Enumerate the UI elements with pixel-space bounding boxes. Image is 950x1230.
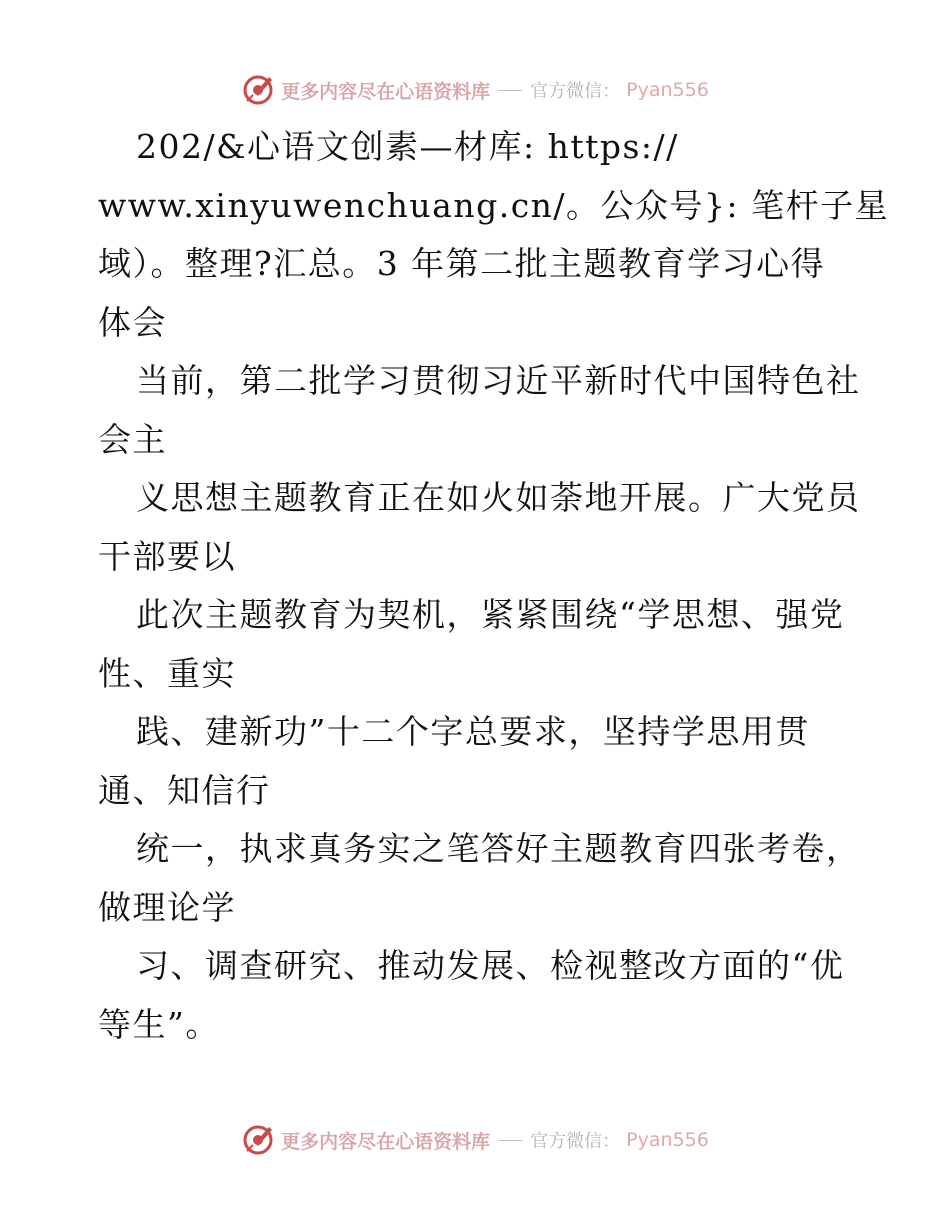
body-line: 202/&心语文创素—材库: https:// [136, 127, 679, 166]
watermark-main-text: 更多内容尽在心语资料库 [281, 1130, 491, 1153]
body-line: 此次主题教育为契机，紧紧围绕“学思想、强党 [136, 595, 845, 634]
body-line: 践、建新功”十二个字总要求，坚持学思用贯 [136, 712, 810, 751]
body-line: 性、重实 [98, 653, 236, 693]
body-line: 当前，第二批学习贯彻习近平新时代中国特色社 [136, 361, 861, 400]
body-line: www.xinyuwenchuang.cn/。公众号}: 笔杆子星 [98, 185, 890, 225]
footer-watermark [0, 1120, 950, 1160]
body-line: 统一，执求真务实之笔答好主题教育四张考卷， [136, 829, 861, 868]
watermark-main-text: 更多内容尽在心语资料库 [281, 80, 491, 103]
body-line: 义思想主题教育正在如火如荼地开展。广大党员 [136, 478, 861, 517]
body-line: 做理论学 [98, 887, 236, 927]
document-body [98, 118, 890, 1054]
body-line: 干部要以 [98, 536, 236, 576]
watermark-dash [498, 90, 522, 91]
watermark-handle: Pyan556 [626, 79, 709, 101]
body-line: 等生”。 [98, 1004, 220, 1044]
watermark-side-text: 官方微信： [530, 1131, 621, 1152]
watermark-handle: Pyan556 [626, 1129, 709, 1151]
body-line: 习、调查研究、推动发展、检视整改方面的“优 [136, 946, 845, 985]
body-line: 域）。整理?汇总。3 年第二批主题教育学习心得 [98, 244, 826, 283]
watermark-side-text: 官方微信： [530, 81, 621, 102]
body-line: 体会 [98, 302, 167, 342]
watermark-dash [498, 1140, 522, 1141]
quill-logo-icon [241, 1123, 275, 1157]
body-line: 通、知信行 [98, 770, 271, 810]
quill-logo-icon [241, 73, 275, 107]
header-watermark [0, 70, 950, 110]
body-line: 会主 [98, 419, 167, 459]
